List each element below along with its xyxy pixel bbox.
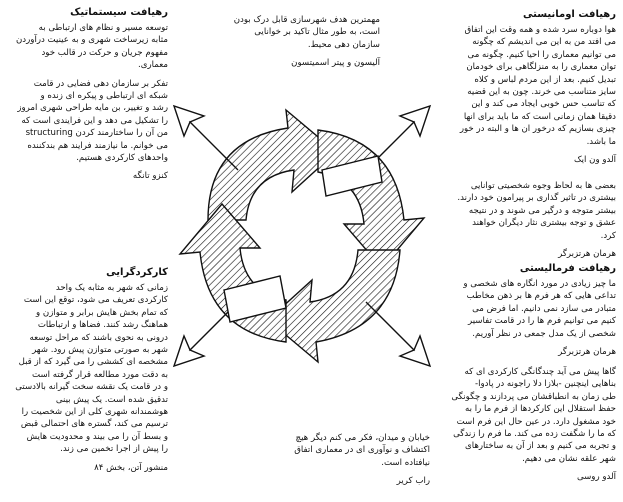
quote-top-center-text: مهمترین هدف شهرسازی قابل درک بودن است، به طور مثال تاکید بر خوانایی سازمان دهی محیط. xyxy=(233,15,380,50)
paragraph-humanist-1: هوا دوباره سرد شده و همه وقت این اتفاق می افتد من به این می اندیشم که چگونه می توانیم معماری را احیا کنیم. چگونه می توان معماری را به منزلگاهی برای خودمان تبدیل کنیم. بعد از این مردم لباس و کلاه سایز متناسب می خرند. چون به این قضیه که تناسب حس خوبی ایجاد می کند و این دقیقا همان زمانی است که ما باید برای انها چیزی بسازیم که درخور ان ها و البته در خور ما باشد. xyxy=(459,25,616,147)
cycle-arrow-top xyxy=(208,110,336,220)
quote-bottom-center xyxy=(262,432,430,488)
heading-formalist: رهیافت فرمالیستی xyxy=(519,263,616,274)
cycle-diagram xyxy=(168,100,436,372)
quote-top-center xyxy=(198,14,380,70)
section-rossi xyxy=(446,366,616,484)
paragraph-systemic-1: توسعه مسیر و نظام های ارتباطی به مثابه زیرساخت شهری و به عینیت درآوردن مفهوم جریان و حرکت در قالب خود معماری. xyxy=(16,23,168,71)
cycle-arrow-bottom xyxy=(268,250,400,362)
cycle-arrow-right xyxy=(318,130,424,268)
signature-formalist: هرمان هرتزبرگر xyxy=(558,347,616,358)
diagonal-arrow-bottom-right xyxy=(366,302,430,366)
section-humanist xyxy=(446,8,616,166)
quote-bottom-center-signature: راب کریر xyxy=(396,476,430,487)
paragraph-systemic-2: تفکر بر سازمان دهی فضایی در قامت شبکه ای ارتباطی و پیکره ای زنده و رشد و تغییر، بن مایه طراحی شهری امروز را تشکیل می دهد و این فرایندی است که من آن را ساختارمند کردن structuring می خوانم. ما نیازمند فرایند هم بندکننده واحدهای کارکردی هستیم. xyxy=(17,78,168,164)
signature-humanist: آلدو ون ایک xyxy=(573,155,616,166)
paragraph-rossi-1: گاها پیش می آید چندگانگی کارکردی ای که بناهایی اینچنین -بلازا دلا راجونه در پادوا- طی زمان به انطباقشان می پردازند و چگونگی حفظ استقلال این کارکردها از فرم ما را به خود مشغول دارد. در عین حال این فرم است که ما را شگفت زده می کند. ما فرم را زندگی و تجربه می کنیم و بعد از آن به ساختارهای شهر علقه نشان می دهیم. xyxy=(451,367,616,464)
diagonal-arrow-top-left xyxy=(174,106,238,170)
signature-systemic: کنزو تانگه xyxy=(132,171,168,182)
signature-behavior: هرمان هرتزبرگر xyxy=(558,249,616,260)
paragraph-formalist-1: ما چیز زیادی در مورد انگاره های شخصی و تداعی هایی که هر فرم ها بر ذهن مخاطب متبادر می سازد نمی دانیم. اما فرض می کنیم می توانیم فرم ها را در قامت تفاسیر شخصی از یک مدل جمعی در نظر آوریم. xyxy=(463,279,616,339)
paragraph-behavior-1: بعضی ها به لحاظ وجوه شخصیتی توانایی بیشتری در تاثیر گذاری بر پیرامون خود دارند. بیشتر متوجه و درگیر می شوند و در نتیجه عشق و توجه بیشتری نثار دیگران خواهند کرد. xyxy=(457,181,616,241)
quote-top-center-signature: آلیسون و پیتر اسمیتسون xyxy=(291,58,380,69)
heading-functionalism: کارکردگرایی xyxy=(106,267,168,278)
section-formalist xyxy=(446,262,616,358)
heading-systemic: رهیافت سیستماتیک xyxy=(70,7,168,18)
section-behavior xyxy=(446,180,616,260)
quote-bottom-center-text: خیابان و میدان، فکر می کنم دیگر هیچ اکتشاف و نوآوری ای در معماری اتفاق نیافتاده است. xyxy=(294,433,430,468)
paragraph-functionalism-1: زمانی که شهر به مثابه یک واحد کارکردی تعریف می شود، توقع این است که تمام بخش هایش برابر و متوازن و هماهنگ رشد کنند. فضاها و ارتباطات درونی به نحوی باشند که مراحل توسعه شهر به صورتی متوازن پیش رود. شهر مشخصه ای کششی را می گیرد که از قبل به دقت مورد مطالعه قرار گرفته است و در قامت یک نقشه سخت گیرانه بالادستی تدقیق شده است. یک پیش بینی هوشمندانه شهری کلی از این شخصیت را ترسیم می کند، گستره های احتمالی قبض و بسط آن را می بیند و محدودیت هایش را پیش از اجرا تخمین می زند. xyxy=(15,283,168,455)
heading-humanist: رهیافت اومانیستی xyxy=(523,9,616,20)
section-functionalism xyxy=(8,266,168,474)
signature-functionalism: منشور آتن، بخش ۸۴ xyxy=(94,462,168,473)
section-systemic xyxy=(8,6,168,183)
signature-rossi: آلدو روسی xyxy=(576,472,616,483)
